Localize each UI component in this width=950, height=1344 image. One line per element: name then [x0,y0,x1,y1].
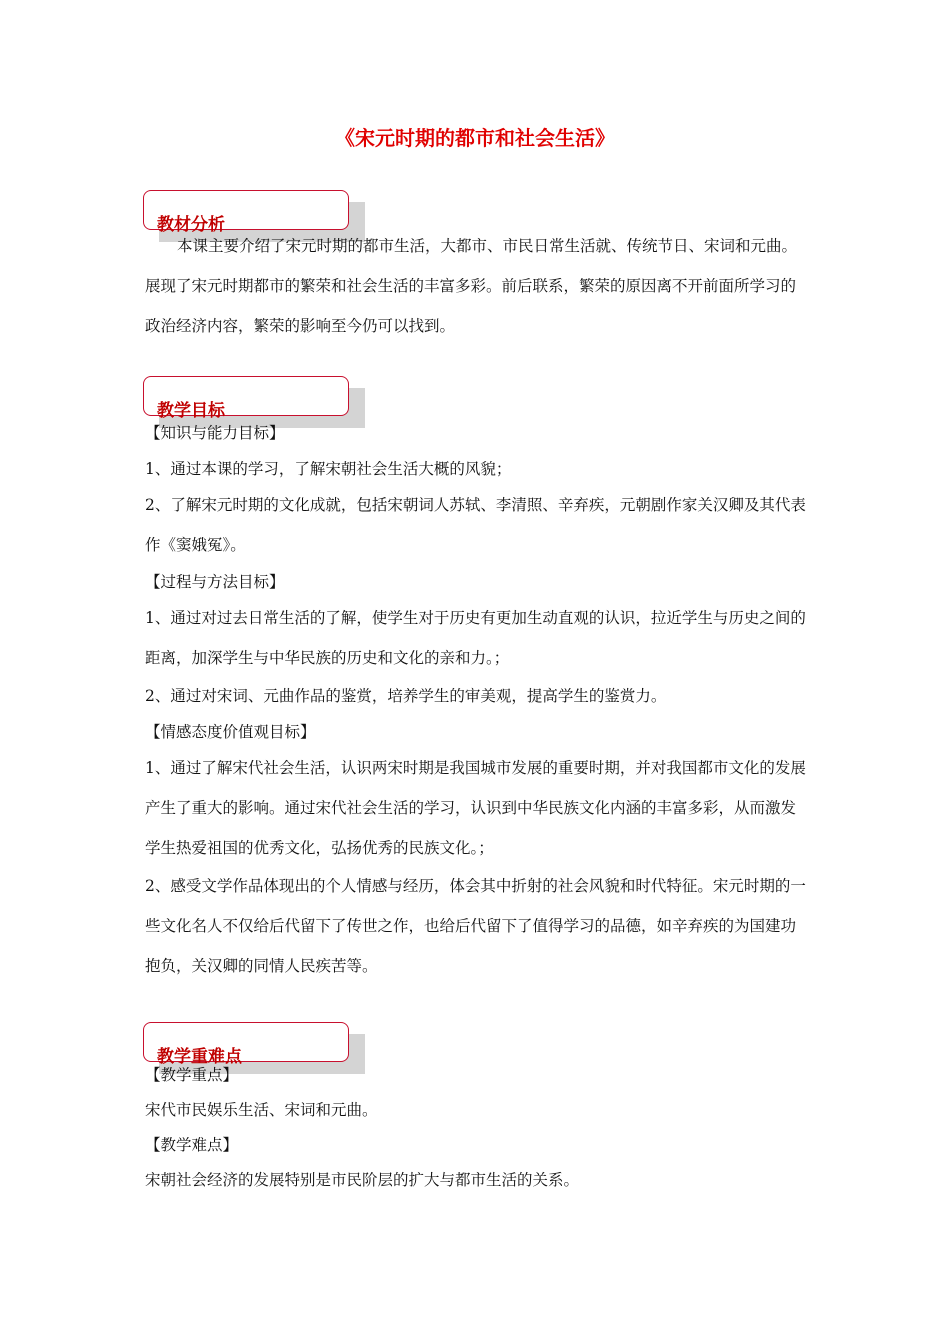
knowledge-objective-2: 2、了解宋元时期的文化成就，包括宋朝词人苏轼、李清照、辛弃疾，元朝剧作家关汉卿及其代表作《窦娥冤》。 [145,496,806,554]
knowledge-objective-1: 1、通过本课的学习，了解宋朝社会生活大概的风貌； [145,460,512,478]
process-objective-label: 【过程与方法目标】 [145,573,285,591]
section-heading-label: 教学重难点 [157,1047,242,1067]
section-heading-analysis [143,190,349,235]
section-heading-label: 教材分析 [157,215,225,235]
difficulty-label: 【教学难点】 [145,1136,239,1154]
section-heading-objectives [143,376,349,421]
emotion-objective-label: 【情感态度价值观目标】 [145,723,316,741]
difficulty-text: 宋朝社会经济的发展特别是市民阶层的扩大与都市生活的关系。 [145,1171,580,1189]
process-objective-1: 1、通过对过去日常生活的了解，使学生对于历史有更加生动直观的认识，拉近学生与历史之间的距离，加深学生与中华民族的历史和文化的亲和力。； [145,609,806,667]
document-title: 《宋元时期的都市和社会生活》 [335,126,615,150]
knowledge-objective-label: 【知识与能力目标】 [145,424,285,442]
process-objective-2: 2、通过对宋词、元曲作品的鉴赏，培养学生的审美观，提高学生的鉴赏力。 [145,687,667,705]
section-heading-label: 教学目标 [157,401,225,421]
analysis-paragraph: 本课主要介绍了宋元时期的都市生活，大都市、市民日常生活就、传统节日、宋词和元曲。展现了宋元时期都市的繁荣和社会生活的丰富多彩。前后联系，繁荣的原因离不开前面所学习的政治经济内容，繁荣的影响至今仍可以找到。 [145,237,798,335]
emotion-objective-1: 1、通过了解宋代社会生活，认识两宋时期是我国城市发展的重要时期，并对我国都市文化的发展产生了重大的影响。通过宋代社会生活的学习，认识到中华民族文化内涵的丰富多彩，从而激发学生热爱祖国的优秀文化，弘扬优秀的民族文化。； [145,759,806,857]
focus-label: 【教学重点】 [145,1066,239,1084]
emotion-objective-2: 2、感受文学作品体现出的个人情感与经历，体会其中折射的社会风貌和时代特征。宋元时期的一些文化名人不仅给后代留下了传世之作，也给后代留下了值得学习的品德，如辛弃疾的为国建功抱负，关汉卿的同情人民疾苦等。 [145,877,806,975]
focus-text: 宋代市民娱乐生活、宋词和元曲。 [145,1101,378,1119]
section-heading-key-points [143,1022,349,1067]
